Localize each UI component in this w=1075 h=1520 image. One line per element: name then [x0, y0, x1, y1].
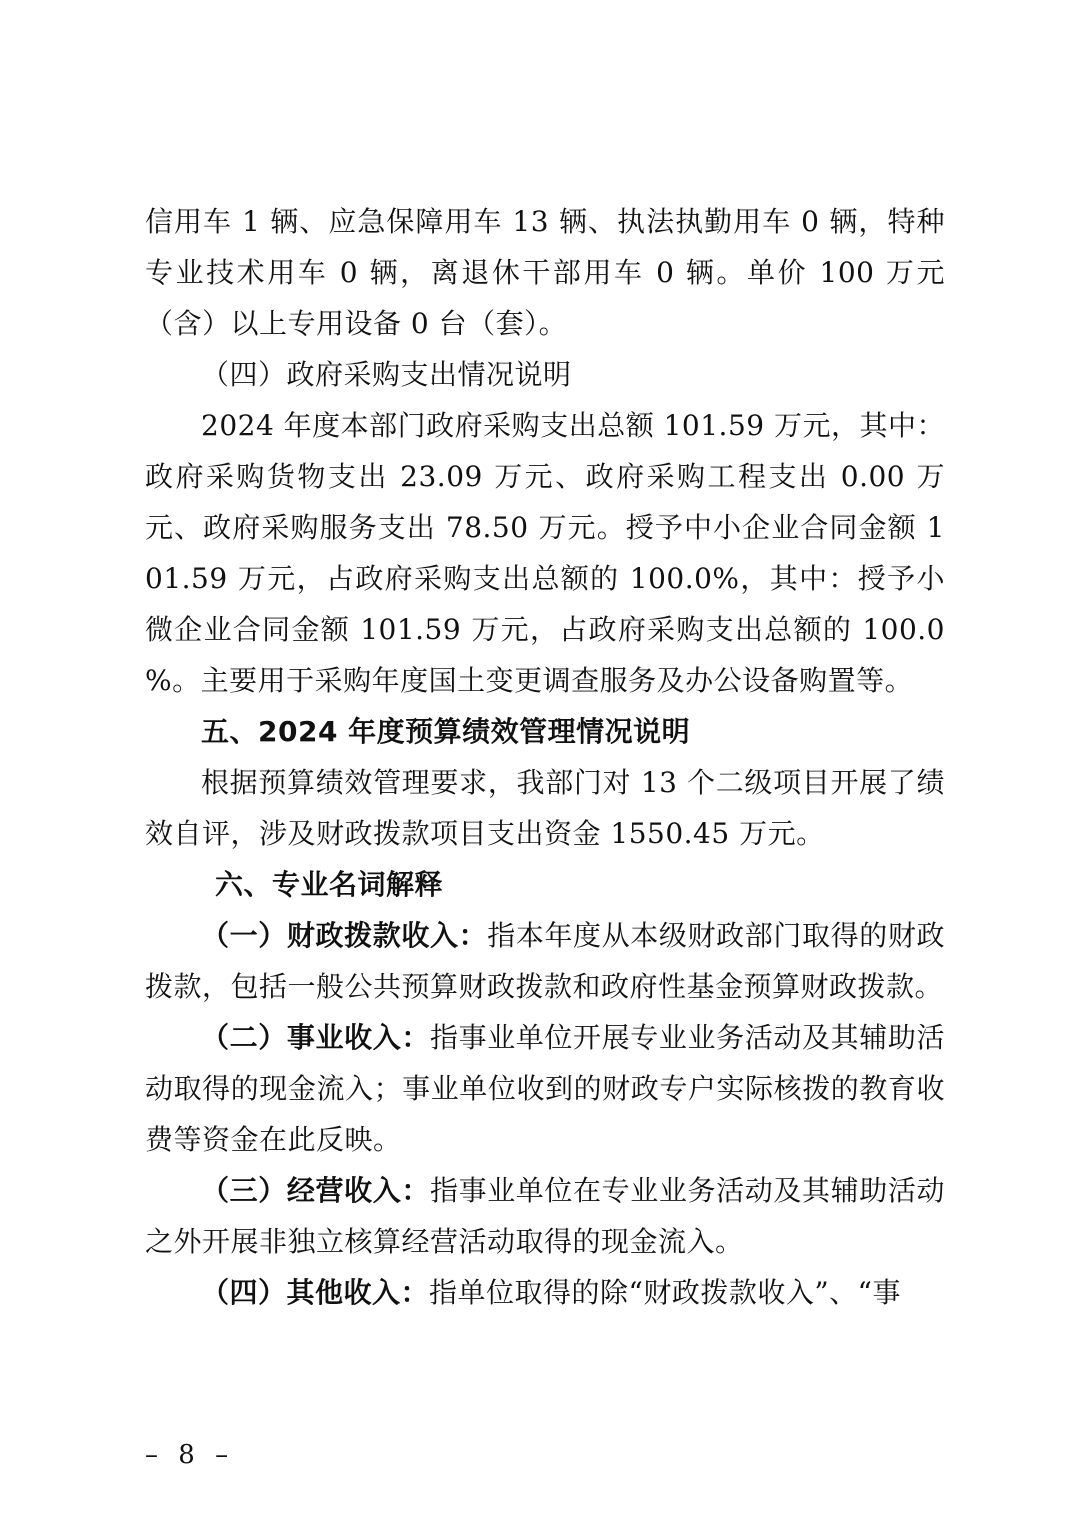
term-label-3: （三）经营收入：: [201, 1174, 430, 1207]
term-text-3: 指事业单位在专业业务活动及其辅助活动之外开展非独立核算经营活动取得的现金流入。: [145, 1174, 945, 1258]
procurement-heading: （四）政府采购支出情况说明: [201, 358, 572, 391]
term-label-4: （四）其他收入：: [201, 1276, 430, 1309]
term-text-1: 指本年度从本级财政部门取得的财政拨款，包括一般公共预算财政拨款和政府性基金预算财政拨款。: [145, 919, 945, 1003]
term-definition-4: [145, 1267, 945, 1318]
term-label-1: （一）财政拨款收入：: [201, 919, 488, 952]
procurement-paragraph: 2024 年度本部门政府采购支出总额 101.59 万元，其中：政府采购货物支出 23.09 万元、政府采购工程支出 0.00 万元、政府采购服务支出 78.50 万元。授予中小企业合同金额 101.59 万元，占政府采购支出总额的 100.0%，其中：授予小微企业合同金额 101.59 万元，占政府采购支出总额的 100.0 %。主要用于采购年度国土变更调查服务及办公设备购置等。: [145, 409, 945, 697]
vehicle-paragraph: 信用车 1 辆、应急保障用车 13 辆、执法执勤用车 0 辆，特种专业技术用车 0 辆，离退休干部用车 0 辆。单价 100 万元（含）以上专用设备 0 台（套）。: [145, 205, 945, 340]
page-number: – 8 –: [145, 1440, 235, 1470]
section-five-heading: 五、2024 年度预算绩效管理情况说明: [201, 715, 691, 748]
term-definition-2: [145, 1012, 945, 1165]
term-label-2: （二）事业收入：: [201, 1021, 430, 1054]
performance-paragraph: 根据预算绩效管理要求，我部门对 13 个二级项目开展了绩效自评，涉及财政拨款项目支出资金 1550.45 万元。: [145, 766, 945, 850]
document-body: [145, 196, 945, 1318]
section-six-heading: 六、专业名词解释: [215, 868, 444, 901]
term-text-2: 指事业单位开展专业业务活动及其辅助活动取得的现金流入；事业单位收到的财政专户实际核拨的教育收费等资金在此反映。: [145, 1021, 945, 1156]
term-text-4: 指单位取得的除“财政拨款收入”、“事: [429, 1276, 901, 1309]
term-definition-1: [145, 910, 945, 1012]
term-definition-3: [145, 1165, 945, 1267]
